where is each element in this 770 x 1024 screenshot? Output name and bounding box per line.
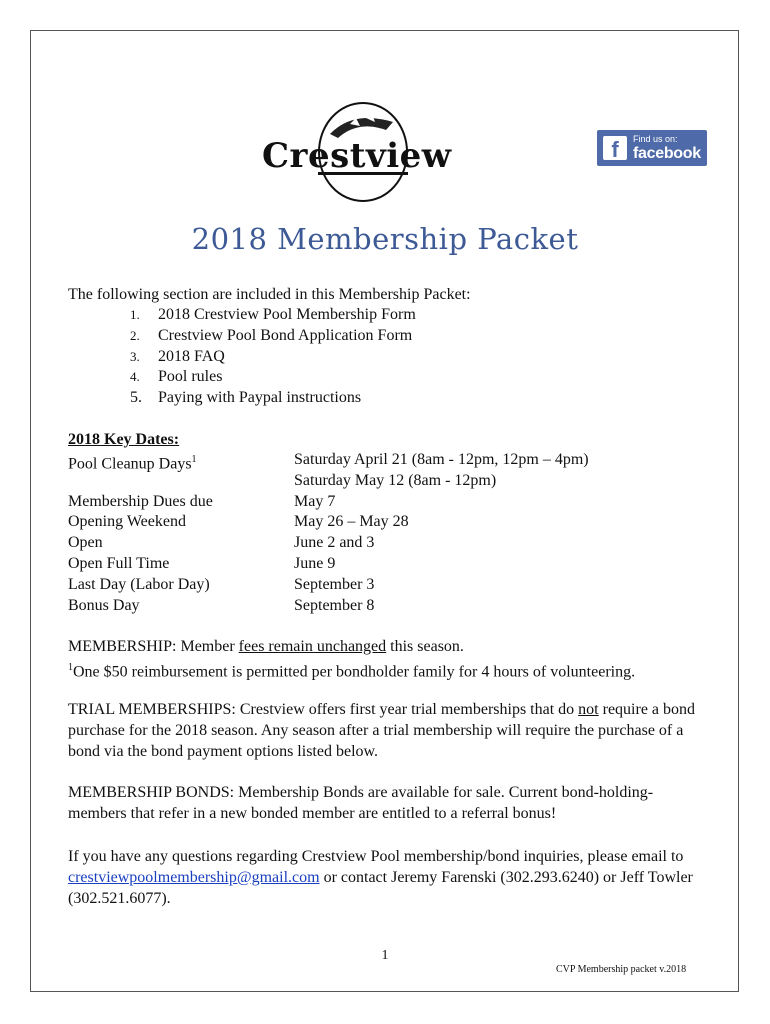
key-dates-heading: 2018 Key Dates:	[68, 431, 180, 448]
page-title: 2018 Membership Packet	[191, 222, 579, 256]
trial-paragraph: TRIAL MEMBERSHIPS: Crestview offers first year trial memberships that do not require a bond purchase for the 2018 season. Any season after a trial membership will require the purchase of a bond via the bond payment options listed below.	[68, 701, 696, 760]
facebook-find-us: Find us on:	[633, 134, 678, 144]
list-item: 5. Paying with Paypal instructions	[130, 389, 362, 407]
membership-paragraph: MEMBERSHIP: Member fees remain unchanged this season. $^1$One $50 reimbursement is permitted per bondholder family for 4 hours of volunteering.	[68, 638, 636, 681]
contact-paragraph: If you have any questions regarding Crestview Pool membership/bond inquiries, please email to crestviewpoolmembership@gmail.com or contact Jeremy Farenski (302.293.6240) or Jeff Towler (302.521.6077).	[68, 848, 693, 907]
bonds-paragraph: MEMBERSHIP BONDS: Membership Bonds are available for sale. Current bond-holding-members that refer in a new bonded member are entitled to a referral bonus!	[68, 784, 654, 822]
list-item: 2. Crestview Pool Bond Application Form	[130, 326, 413, 344]
footer-text: CVP Membership packet v.2018	[556, 964, 687, 975]
list-item: 4. Pool rules	[130, 368, 223, 386]
facebook-badge[interactable]	[597, 130, 707, 166]
list-item: 3. 2018 FAQ	[130, 347, 225, 365]
contents-list	[130, 305, 416, 409]
crestview-logo	[258, 100, 468, 205]
email-link[interactable]: crestviewpoolmembership@gmail.com	[68, 869, 320, 886]
page-number: 1	[381, 948, 389, 963]
logo-text: Crestview	[262, 136, 452, 176]
intro-text: The following section are included in this Membership Packet:	[68, 286, 471, 303]
list-item: 1. 2018 Crestview Pool Membership Form	[130, 306, 416, 323]
facebook-icon: f	[603, 136, 627, 160]
facebook-name: facebook	[633, 145, 701, 162]
